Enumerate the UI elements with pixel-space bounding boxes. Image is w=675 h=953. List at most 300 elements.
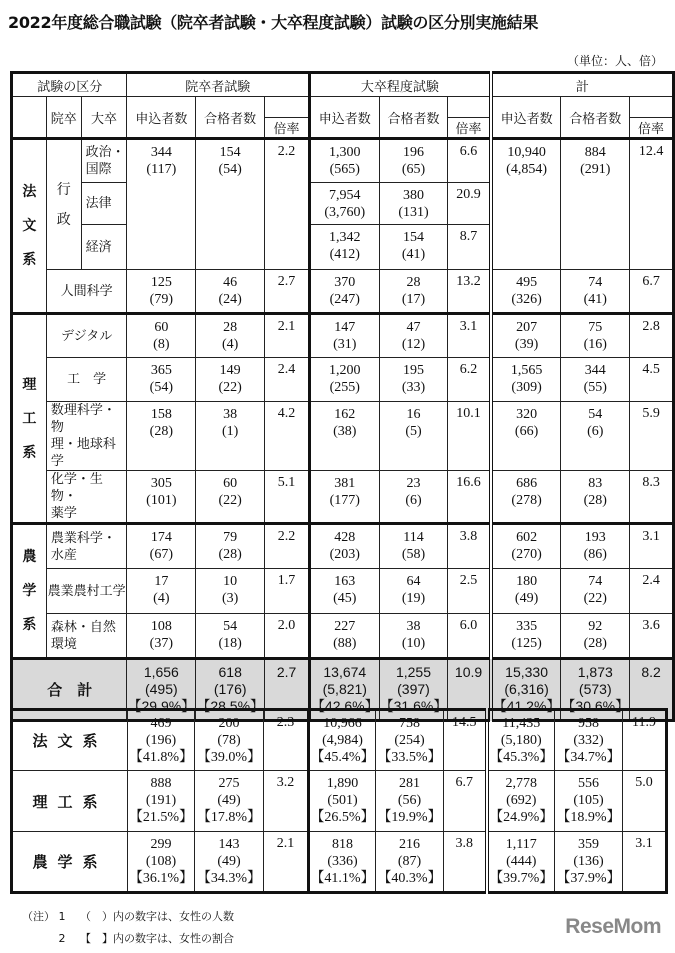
total-passers-header: 合格者数 <box>561 97 630 139</box>
table-row <box>12 314 674 358</box>
header-blank <box>630 97 674 118</box>
total-passers-value: 884 <box>584 145 606 160</box>
field-label: 森林・自然 環境 <box>46 614 127 659</box>
univ-applicants-value: 162 <box>334 407 356 422</box>
resemom-logo: ReseMom <box>565 915 661 938</box>
total-ratio: 5.0 <box>623 771 667 832</box>
table-row <box>12 614 674 659</box>
total-applicants-value: (326) <box>511 292 542 307</box>
total-applicants-value: 【39.7%】 <box>489 871 554 886</box>
grad-applicants-value: (79) <box>149 292 173 307</box>
grad-passers-cell <box>196 402 265 471</box>
univ-applicants-cell <box>309 471 379 524</box>
univ-passers-value: (5) <box>405 424 422 439</box>
univ-applicants-cell <box>309 139 379 183</box>
univ-passers-cell <box>379 270 448 314</box>
total-ratio: 12.4 <box>630 139 674 270</box>
total-passers-value: 75 <box>588 320 603 335</box>
total-applicants-value: (125) <box>511 636 542 651</box>
grad-passers-value: 【28.5%】 <box>196 698 265 714</box>
grad-ratio: 2.7 <box>265 270 310 314</box>
grad-passers-cell <box>195 832 264 893</box>
total-ratio: 6.7 <box>630 270 674 314</box>
grad-passers-cell <box>196 614 265 659</box>
grad-passers-value: 10 <box>223 574 238 589</box>
univ-ratio: 3.8 <box>448 524 491 569</box>
univ-applicants-cell <box>309 569 379 614</box>
field-label: 数理科学・物 理・地球科学 <box>46 402 127 471</box>
total-ratio: 4.5 <box>630 358 674 402</box>
grad-ratio: 2.0 <box>265 614 310 659</box>
total-applicants-value: 602 <box>516 530 538 545</box>
univ-passers-value: 758 <box>399 716 420 731</box>
header-blank <box>12 97 47 139</box>
total-ratio: 2.8 <box>630 314 674 358</box>
univ-applicants-value: 818 <box>332 837 353 852</box>
univ-applicants-value: (501) <box>327 793 358 808</box>
grad-passers-cell <box>196 270 265 314</box>
univ-applicants-value: 10,966 <box>323 716 362 731</box>
univ-passers-value: 196 <box>402 145 424 160</box>
grad-passers-value: 28 <box>223 320 238 335</box>
total-passers-value: (136) <box>573 854 604 869</box>
grad-ratio: 4.2 <box>265 402 310 471</box>
total-applicants-cell <box>491 569 561 614</box>
grad-passers-cell <box>196 524 265 569</box>
univ-applicants-value: (255) <box>329 380 360 395</box>
total-applicants-value: 【24.9%】 <box>489 810 554 825</box>
field-label: 農業農村工学 <box>46 569 127 614</box>
total-applicants-value: 1,117 <box>505 837 537 852</box>
univ-applicants-value: 【26.5%】 <box>310 810 375 825</box>
total-ratio-header: 倍率 <box>630 118 674 139</box>
total-passers-value: 【37.9%】 <box>556 871 621 886</box>
total-applicants-value: 335 <box>516 619 538 634</box>
univ-passers-value: 195 <box>402 363 424 378</box>
total-passers-value: 556 <box>578 776 599 791</box>
univ-passers-value: 28 <box>406 275 421 290</box>
grad-passers-value: 46 <box>223 275 238 290</box>
univ-passers-value: (131) <box>398 205 429 220</box>
total-passers-value: 344 <box>584 363 606 378</box>
univ-applicants-cell <box>309 314 379 358</box>
univ-passers-cell <box>379 524 448 569</box>
univ-applicants-cell <box>309 524 379 569</box>
grad-passers-value: 275 <box>218 776 240 791</box>
grad-passers-value: (28) <box>218 547 242 562</box>
subgroup-label <box>46 139 81 270</box>
total-applicants-cell <box>491 524 561 569</box>
total-passers-value: 92 <box>588 619 603 634</box>
grad-applicants-value: 【21.5%】 <box>128 810 194 825</box>
grad-passers-value: 79 <box>223 530 238 545</box>
univ-applicants-value: (3,760) <box>324 205 366 220</box>
results-table <box>10 71 675 722</box>
total-applicants-cell <box>491 139 561 270</box>
total-passers-value: 74 <box>588 574 603 589</box>
grad-applicants-header: 申込者数 <box>127 97 196 139</box>
univ-applicants-value: 163 <box>334 574 356 589</box>
footnote: （注） 1 （ ）内の数字は、女性の人数 <box>22 910 234 923</box>
univ-passers-value: 【31.6%】 <box>379 698 448 714</box>
total-passers-cell <box>561 569 630 614</box>
univ-passers-value: 38 <box>406 619 421 634</box>
grad-applicants-cell <box>127 471 196 524</box>
univ-applicants-cell <box>309 402 379 471</box>
univ-ratio: 6.6 <box>448 139 491 183</box>
total-applicants-cell <box>491 402 561 471</box>
total-applicants-value: (4,854) <box>506 162 547 177</box>
grad-ratio: 1.7 <box>265 569 310 614</box>
footnotes <box>22 906 234 950</box>
univ-applicants-cell <box>309 771 376 832</box>
field-label: 法律 <box>81 183 127 225</box>
grad-applicants-value: 469 <box>150 716 172 731</box>
grad-applicants-value: 299 <box>150 837 172 852</box>
grad-passers-value: 60 <box>223 476 238 491</box>
univ-passers-value: 【33.5%】 <box>377 750 442 765</box>
univ-applicants-value: (38) <box>333 424 357 439</box>
univ-passers-cell <box>379 225 448 270</box>
grad-applicants-cell <box>127 524 196 569</box>
univ-passers-value: (254) <box>394 733 425 748</box>
grad-passers-value: 【39.0%】 <box>196 750 262 765</box>
univ-passers-value: 380 <box>402 188 424 203</box>
grad-applicants-value: 344 <box>150 145 172 160</box>
grad-applicants-value: 305 <box>150 476 172 491</box>
grad-ratio: 2.4 <box>265 358 310 402</box>
univ-applicants-cell <box>309 183 379 225</box>
total-applicants-value: (39) <box>514 337 539 352</box>
total-ratio: 11.9 <box>623 710 667 771</box>
total-ratio: 3.6 <box>630 614 674 659</box>
subgroup-label-text: 行政 <box>56 181 71 228</box>
univ-passers-value: 1,255 <box>395 664 432 680</box>
grad-passers-cell <box>196 358 265 402</box>
total-passers-value: 958 <box>578 716 599 731</box>
grad-applicants-value: 888 <box>150 776 172 791</box>
grad-passers-value: 38 <box>223 407 238 422</box>
group-label <box>12 314 47 524</box>
total-applicants-cell <box>491 614 561 659</box>
table-row <box>12 139 674 183</box>
univ-applicants-value: (336) <box>327 854 358 869</box>
total-applicants-value: 207 <box>516 320 538 335</box>
univ-applicants-value: (4,984) <box>322 733 363 748</box>
field-label: 経済 <box>81 225 127 270</box>
univ-passers-value: 23 <box>406 476 421 491</box>
grad-passers-value: (22) <box>218 493 242 508</box>
grad-passers-value: (176) <box>213 681 247 697</box>
grad-applicants-value: (28) <box>149 424 173 439</box>
total-applicants-value: 320 <box>516 407 538 422</box>
univ-applicants-cell <box>309 832 376 893</box>
univ-passers-value: (17) <box>401 292 426 307</box>
group-label <box>12 524 47 659</box>
total-ratio: 8.2 <box>630 659 674 721</box>
total-applicants-cell <box>487 710 555 771</box>
total-applicants-value: 686 <box>516 476 538 491</box>
univ-ratio: 10.1 <box>448 402 491 471</box>
univ-ratio-header: 倍率 <box>448 118 491 139</box>
univ-passers-value: 47 <box>406 320 421 335</box>
univ-applicants-value: 147 <box>334 320 356 335</box>
univ-passers-cell <box>379 358 448 402</box>
field-label: 農業科学・ 水産 <box>46 524 127 569</box>
summary-row <box>12 771 667 832</box>
total-applicants-cell <box>491 314 561 358</box>
univ-ratio: 2.5 <box>448 569 491 614</box>
grad-passers-value: (78) <box>217 733 241 748</box>
table-row <box>12 569 674 614</box>
grad-ratio: 3.2 <box>264 771 309 832</box>
univ-applicants-value: 227 <box>334 619 356 634</box>
total-passers-cell <box>561 402 630 471</box>
univ-ratio: 6.0 <box>448 614 491 659</box>
total-applicants-header: 申込者数 <box>491 97 561 139</box>
total-applicants-value: 【41.2%】 <box>492 698 561 714</box>
total-passers-cell <box>561 139 630 270</box>
grad-applicants-value: (191) <box>145 793 177 808</box>
grad-passers-cell <box>195 710 264 771</box>
total-passers-value: 【34.7%】 <box>556 750 621 765</box>
field-label: 政治・ 国際 <box>81 139 127 183</box>
grad-passers-cell <box>196 471 265 524</box>
univ-ratio: 14.5 <box>444 710 487 771</box>
univ-applicants-cell <box>309 358 379 402</box>
summary-table <box>10 708 668 894</box>
grad-applicants-cell <box>127 139 196 270</box>
univ-applicants-value: (88) <box>333 636 357 651</box>
univ-passers-value: (6) <box>405 493 422 508</box>
grad-passers-cell <box>196 569 265 614</box>
total-applicants-cell <box>491 358 561 402</box>
total-passers-value: 1,873 <box>577 664 613 680</box>
univ-passers-value: (56) <box>397 793 422 808</box>
univ-passers-value: 【19.9%】 <box>377 810 442 825</box>
grad-ratio: 2.1 <box>265 314 310 358</box>
total-ratio: 8.3 <box>630 471 674 524</box>
univ-passers-cell <box>379 614 448 659</box>
total-applicants-value: (49) <box>514 591 539 606</box>
grad-applicants-cell <box>128 710 195 771</box>
footnote: 2 【 】内の数字は、女性の割合 <box>22 932 234 945</box>
table-row <box>12 524 674 569</box>
univ-applicants-value: 【42.6%】 <box>310 698 379 714</box>
univ-passers-value: (33) <box>401 380 426 395</box>
univ-ratio: 16.6 <box>448 471 491 524</box>
univ-passers-cell <box>379 471 448 524</box>
univ-ratio: 8.7 <box>448 225 491 270</box>
univ-applicants-value: 1,300 <box>329 145 361 160</box>
field-label: デジタル <box>46 314 127 358</box>
total-applicants-value: (278) <box>511 493 542 508</box>
grad-applicants-cell <box>127 402 196 471</box>
grad-applicants-cell <box>127 270 196 314</box>
summary-label: 農学系 <box>12 832 128 893</box>
total-passers-value: (291) <box>580 162 611 177</box>
univ-applicants-value: 13,674 <box>323 664 367 680</box>
grad-applicants-cell <box>127 614 196 659</box>
total-applicants-value: (6,316) <box>504 681 549 697</box>
univ-ratio: 6.2 <box>448 358 491 402</box>
total-passers-value: (86) <box>583 547 607 562</box>
total-passers-value: 【30.6%】 <box>561 698 630 714</box>
total-passers-value: 54 <box>588 407 603 422</box>
header-blank <box>448 97 491 118</box>
summary-label: 法文系 <box>12 710 128 771</box>
grad-passers-value: 618 <box>218 664 242 680</box>
univ-applicants-value: 7,954 <box>329 188 361 203</box>
total-passers-value: (28) <box>583 493 607 508</box>
grad-applicants-value: 158 <box>150 407 172 422</box>
total-applicants-value: 495 <box>516 275 538 290</box>
univ-passers-value: (19) <box>401 591 426 606</box>
grad-passers-header: 合格者数 <box>196 97 265 139</box>
summary-row <box>12 710 667 771</box>
total-applicants-value: 10,940 <box>507 145 546 160</box>
univ-passers-value: (58) <box>401 547 426 562</box>
univ-passers-cell <box>379 183 448 225</box>
grad-applicants-cell <box>127 569 196 614</box>
univ-applicants-value: 【41.1%】 <box>310 871 375 886</box>
univ-applicants-cell <box>309 270 379 314</box>
grad-passers-value: 【17.8%】 <box>196 810 262 825</box>
total-applicants-value: 【45.3%】 <box>489 750 554 765</box>
table-row <box>12 270 674 314</box>
univ-applicants-value: 1,342 <box>329 230 361 245</box>
grad-passers-value: 143 <box>218 837 240 852</box>
univ-passers-value: 154 <box>402 230 424 245</box>
total-passers-cell <box>561 270 630 314</box>
univ-passers-value: 216 <box>399 837 420 852</box>
total-passers-value: (573) <box>578 681 612 697</box>
univ-applicants-value: (177) <box>329 493 360 508</box>
grad-applicants-value: 1,656 <box>143 664 179 680</box>
grad-passers-value: (1) <box>222 424 239 439</box>
univ-passers-cell <box>376 832 444 893</box>
total-passers-value: (22) <box>583 591 607 606</box>
grad-ratio-header: 倍率 <box>265 118 310 139</box>
group-label-text: 農学系 <box>22 549 37 633</box>
univ-passers-cell <box>379 139 448 183</box>
total-ratio: 3.1 <box>630 524 674 569</box>
univ-exam-header: 大卒程度試験 <box>309 73 490 97</box>
univ-applicants-cell <box>309 225 379 270</box>
univ-passers-cell <box>379 569 448 614</box>
total-applicants-value: (66) <box>514 424 539 439</box>
grad-passers-value: 154 <box>219 145 241 160</box>
univ-ratio: 10.9 <box>448 659 491 721</box>
univ-applicants-value: (31) <box>333 337 357 352</box>
grad-applicants-value: (108) <box>145 854 177 869</box>
total-applicants-cell <box>487 771 555 832</box>
header-blank <box>265 97 310 118</box>
total-applicants-value: 1,565 <box>510 363 543 378</box>
total-passers-value: (6) <box>587 424 604 439</box>
grad-applicants-value: 108 <box>150 619 172 634</box>
grad-applicants-value: 125 <box>150 275 172 290</box>
grad-ratio: 2.3 <box>264 710 309 771</box>
grad-applicants-value: (4) <box>153 591 170 606</box>
total-passers-cell <box>561 471 630 524</box>
univ-ratio: 3.8 <box>444 832 487 893</box>
group-label-text: 理工系 <box>22 376 37 461</box>
univ-applicants-value: (247) <box>329 292 360 307</box>
total-applicants-cell <box>487 832 555 893</box>
total-passers-value: 193 <box>584 530 606 545</box>
grad-applicants-value: (67) <box>149 547 173 562</box>
grad-exam-header: 院卒者試験 <box>127 73 309 97</box>
univ-applicants-value: (565) <box>329 162 360 177</box>
univ-applicants-value: (412) <box>329 247 360 262</box>
total-applicants-value: 180 <box>516 574 538 589</box>
univ-passers-header: 合格者数 <box>379 97 448 139</box>
grad-passers-value: (49) <box>217 793 241 808</box>
grad-applicants-cell <box>127 358 196 402</box>
grad-ratio: 5.1 <box>265 471 310 524</box>
grad-passers-value: 54 <box>223 619 238 634</box>
grad-applicants-value: (37) <box>149 636 173 651</box>
univ-ratio: 13.2 <box>448 270 491 314</box>
grad-passers-cell <box>196 314 265 358</box>
total-passers-value: 【18.9%】 <box>556 810 621 825</box>
unit-note: （単位：人、倍） <box>566 54 663 68</box>
group-label <box>12 139 47 314</box>
total-header: 計 <box>491 73 674 97</box>
total-passers-cell <box>561 524 630 569</box>
total-passers-value: (16) <box>583 337 607 352</box>
univ-passers-value: 114 <box>403 530 424 545</box>
univ-applicants-cell <box>309 614 379 659</box>
grad-ratio: 2.2 <box>265 139 310 270</box>
univ-passers-value: (10) <box>401 636 426 651</box>
grad-passers-value: (22) <box>218 380 242 395</box>
summary-label: 理工系 <box>12 771 128 832</box>
grad-applicants-cell <box>128 771 195 832</box>
univ-applicants-value: 428 <box>334 530 356 545</box>
univ-passers-value: (41) <box>401 247 426 262</box>
field-label: 工 学 <box>46 358 127 402</box>
field-label: 人間科学 <box>46 270 127 314</box>
univ-passers-value: 16 <box>406 407 421 422</box>
grad-applicants-cell <box>127 314 196 358</box>
total-passers-value: 359 <box>578 837 599 852</box>
total-applicants-value: (444) <box>506 854 537 869</box>
grad-passers-value: (18) <box>218 636 242 651</box>
univ-applicants-value: 1,890 <box>326 776 359 791</box>
total-ratio: 5.9 <box>630 402 674 471</box>
univ-applicants-header: 申込者数 <box>309 97 379 139</box>
univ-passers-value: 64 <box>406 574 421 589</box>
univ-passers-cell <box>379 402 448 471</box>
total-applicants-value: 15,330 <box>505 664 548 680</box>
group-label-text: 法文系 <box>22 184 37 268</box>
grad-applicants-value: (101) <box>146 493 177 508</box>
univ-applicants-value: 1,200 <box>329 363 361 378</box>
grad-applicants-value: 174 <box>150 530 172 545</box>
total-applicants-cell <box>491 270 561 314</box>
grad-passers-cell <box>195 771 264 832</box>
grad-passers-value: (24) <box>218 292 242 307</box>
grad-applicants-value: 60 <box>154 320 169 335</box>
grad-applicants-value: 17 <box>154 574 169 589</box>
grad-sub-header: 院卒 <box>46 97 81 139</box>
total-passers-cell <box>561 314 630 358</box>
grad-passers-value: (54) <box>218 162 242 177</box>
table-row <box>12 471 674 524</box>
total-passers-cell <box>555 771 623 832</box>
